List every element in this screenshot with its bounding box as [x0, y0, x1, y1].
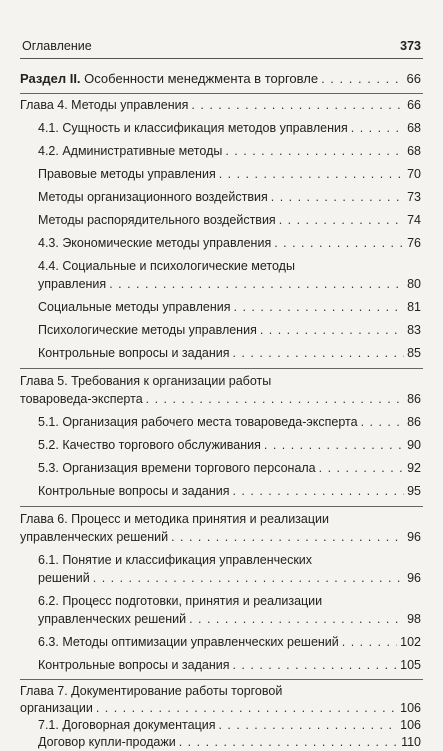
- toc-section-line: [20, 70, 421, 88]
- divider: [20, 506, 423, 507]
- toc-entry: 4.3. Экономические методы управления . . . 76: [38, 234, 421, 252]
- divider: [20, 679, 423, 680]
- header-rule: [20, 58, 423, 59]
- toc-entry: управления . . . 80: [38, 275, 421, 293]
- toc-entry: Контрольные вопросы и задания . . . 95: [38, 482, 421, 500]
- toc-entry: Контрольные вопросы и задания . . . 105: [38, 656, 421, 674]
- header-page-number: 373: [400, 39, 421, 53]
- section-page: 66: [406, 71, 421, 86]
- running-header: [22, 36, 421, 56]
- toc-entry: товароведа-эксперта . . . 86: [20, 390, 421, 408]
- toc-entry: Контрольные вопросы и задания . . . 85: [38, 344, 421, 362]
- toc-entry: организации . . . 106: [20, 699, 421, 717]
- toc-entry: Глава 7. Документирование работы торговой: [20, 684, 283, 698]
- toc-entry: Методы распорядительного воздействия . . . 74: [38, 211, 421, 229]
- divider: [20, 368, 423, 369]
- toc-entry: 7.1. Договорная документация . . . 106: [38, 716, 421, 734]
- toc-entry: управленческих решений . . . 98: [38, 610, 421, 628]
- toc-entry: 5.2. Качество торгового обслуживания . . . 90: [38, 436, 421, 454]
- toc-entry: Психологические методы управления . . . 83: [38, 321, 421, 339]
- toc-entry: 4.1. Сущность и классификация методов управления . . . 68: [38, 119, 421, 137]
- section-title: Особенности менеджмента в торговле: [84, 71, 319, 86]
- toc-entry: Глава 4. Методы управления . . . 66: [20, 96, 421, 114]
- toc-entry: Глава 6. Процесс и методика принятия и реализации: [20, 512, 329, 526]
- toc-entry: управленческих решений . . . 96: [20, 528, 421, 546]
- toc-entry: решений . . . 96: [38, 569, 421, 587]
- section-label: Раздел II.: [20, 71, 81, 86]
- toc-entry: 6.3. Методы оптимизации управленческих решений . . . 102: [38, 633, 421, 651]
- toc-entry: 5.1. Организация рабочего места товароведа-эксперта . . . 86: [38, 413, 421, 431]
- toc-entry: 5.3. Организация времени торгового персонала . . . 92: [38, 459, 421, 477]
- toc-entry: Договор купли-продажи . . . 110: [38, 733, 421, 750]
- toc-entry: Методы организационного воздействия . . . 73: [38, 188, 421, 206]
- toc-entry: 6.1. Понятие и классификация управленческих: [38, 553, 313, 567]
- header-title: Оглавление: [22, 39, 92, 53]
- toc-entry: Правовые методы управления . . . 70: [38, 165, 421, 183]
- toc-entry: Социальные методы управления . . . 81: [38, 298, 421, 316]
- toc-entry: Глава 5. Требования к организации работы: [20, 374, 272, 388]
- toc-entry: 4.2. Административные методы . . . 68: [38, 142, 421, 160]
- toc-entry: 4.4. Социальные и психологические методы: [38, 259, 295, 273]
- toc-entry: 6.2. Процесс подготовки, принятия и реализации: [38, 594, 323, 608]
- divider: [20, 93, 423, 94]
